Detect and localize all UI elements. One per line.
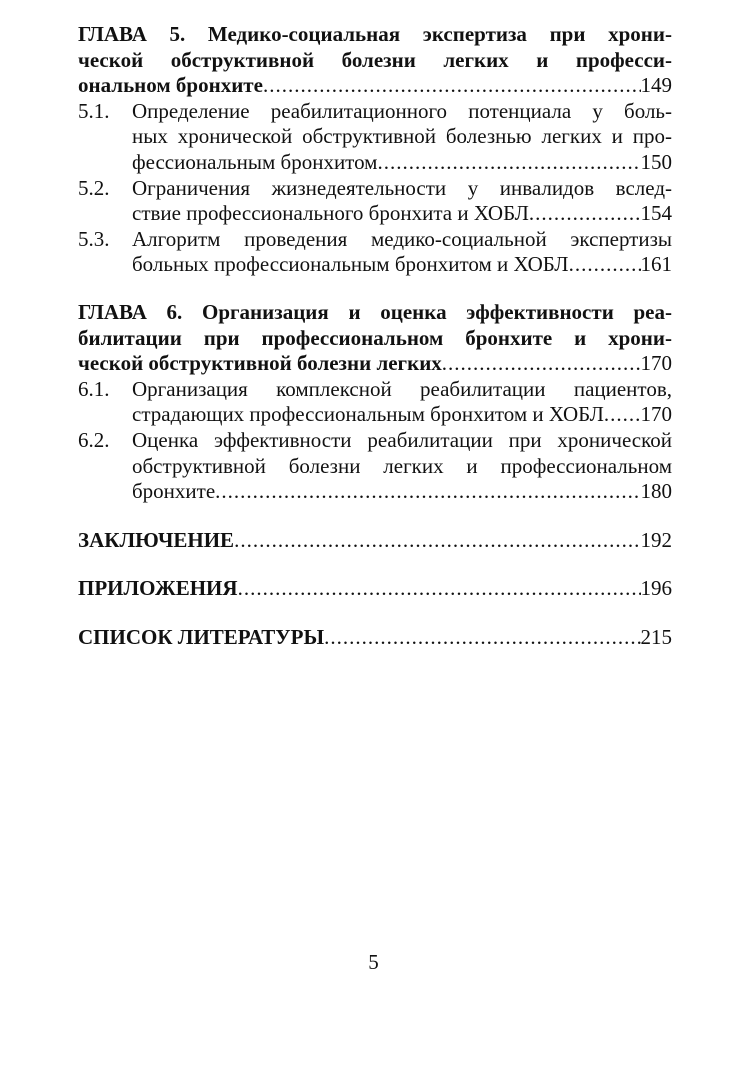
chapter-6-title-end: ческой обструктивной болезни легких — [78, 351, 442, 376]
page-ref: 149 — [640, 73, 672, 98]
chapter-6-title-last-line — [78, 351, 672, 377]
section-title-line: Оценка эффективности реабилитации при хронической — [132, 427, 672, 452]
section-title-end: ствие профессионального бронхита и ХОБЛ — [132, 201, 529, 226]
page-ref: 154 — [640, 201, 672, 226]
section-5-2 — [78, 176, 672, 227]
section-6-1 — [78, 377, 672, 428]
toc-entry-appendices — [78, 576, 672, 602]
section-title-end: бронхите — [132, 479, 216, 504]
table-of-contents — [78, 22, 672, 650]
section-6-2 — [78, 428, 672, 505]
section-number: 6.2. — [78, 427, 110, 452]
page-ref: 161 — [640, 252, 672, 277]
section-title-end: больных профессиональным бронхитом и ХОБЛ — [132, 252, 569, 277]
page-number: 5 — [368, 950, 379, 974]
section-title-last-line — [132, 402, 672, 428]
entry-title: ПРИЛОЖЕНИЯ — [78, 576, 238, 601]
leader-dots — [215, 479, 640, 505]
section-title-line: Определение реабилитационного потенциала у боль- — [132, 98, 672, 123]
section-5-3 — [78, 227, 672, 278]
chapter-5-title-last-line — [78, 73, 672, 99]
section-5-1 — [78, 99, 672, 176]
leader-dots — [263, 73, 641, 99]
page-ref: 215 — [640, 624, 672, 649]
section-title-line: обструктивной болезни легких и профессиональном — [132, 453, 672, 478]
leader-dots — [529, 201, 641, 227]
section-title-line: ных хронической обструктивной болезнью легких и про- — [132, 124, 672, 149]
section-number: 5.2. — [78, 175, 110, 200]
leader-dots — [604, 402, 641, 428]
section-title-line: Ограничения жизнедеятельности у инвалидов вслед- — [132, 175, 672, 200]
chapter-6-title-line: ГЛАВА 6. Организация и оценка эффективности реа- — [78, 299, 672, 324]
section-title-end: фессиональным бронхитом — [132, 149, 378, 174]
entry-title: ЗАКЛЮЧЕНИЕ — [78, 527, 235, 552]
section-title-line: Организация комплексной реабилитации пациентов, — [132, 376, 672, 401]
leader-dots — [377, 150, 640, 176]
section-title-last-line — [132, 150, 672, 176]
page-ref: 196 — [640, 576, 672, 601]
leader-dots — [324, 625, 640, 651]
section-title-line: Алгоритм проведения медико-социальной экспертизы — [132, 226, 672, 251]
chapter-5-heading — [78, 22, 672, 99]
page-ref: 192 — [640, 527, 672, 552]
toc-entry-references — [78, 625, 672, 651]
entry-title: СПИСОК ЛИТЕРАТУРЫ — [78, 624, 325, 649]
leader-dots — [234, 528, 640, 554]
section-title-end: страдающих профессиональным бронхитом и ХОБЛ — [132, 402, 604, 427]
section-title-last-line — [132, 252, 672, 278]
section-title-last-line — [132, 201, 672, 227]
section-number: 6.1. — [78, 376, 110, 401]
section-number: 5.1. — [78, 98, 110, 123]
page-ref: 180 — [640, 479, 672, 504]
section-number: 5.3. — [78, 226, 110, 251]
chapter-6-title-line: билитации при профессиональном бронхите и хрони- — [78, 325, 672, 350]
chapter-6-heading — [78, 300, 672, 377]
page-ref: 170 — [640, 351, 672, 376]
toc-entry-conclusion — [78, 528, 672, 554]
chapter-5-title-line: ГЛАВА 5. Медико-социальная экспертиза при хрони- — [78, 22, 672, 46]
leader-dots — [569, 252, 641, 278]
leader-dots — [442, 351, 641, 377]
section-title-last-line — [132, 479, 672, 505]
page-ref: 150 — [640, 149, 672, 174]
chapter-5-title-line: ческой обструктивной болезни легких и професси- — [78, 47, 672, 72]
chapter-5-title-end: ональном бронхите — [78, 73, 263, 98]
page-ref: 170 — [640, 402, 672, 427]
leader-dots — [238, 576, 641, 602]
